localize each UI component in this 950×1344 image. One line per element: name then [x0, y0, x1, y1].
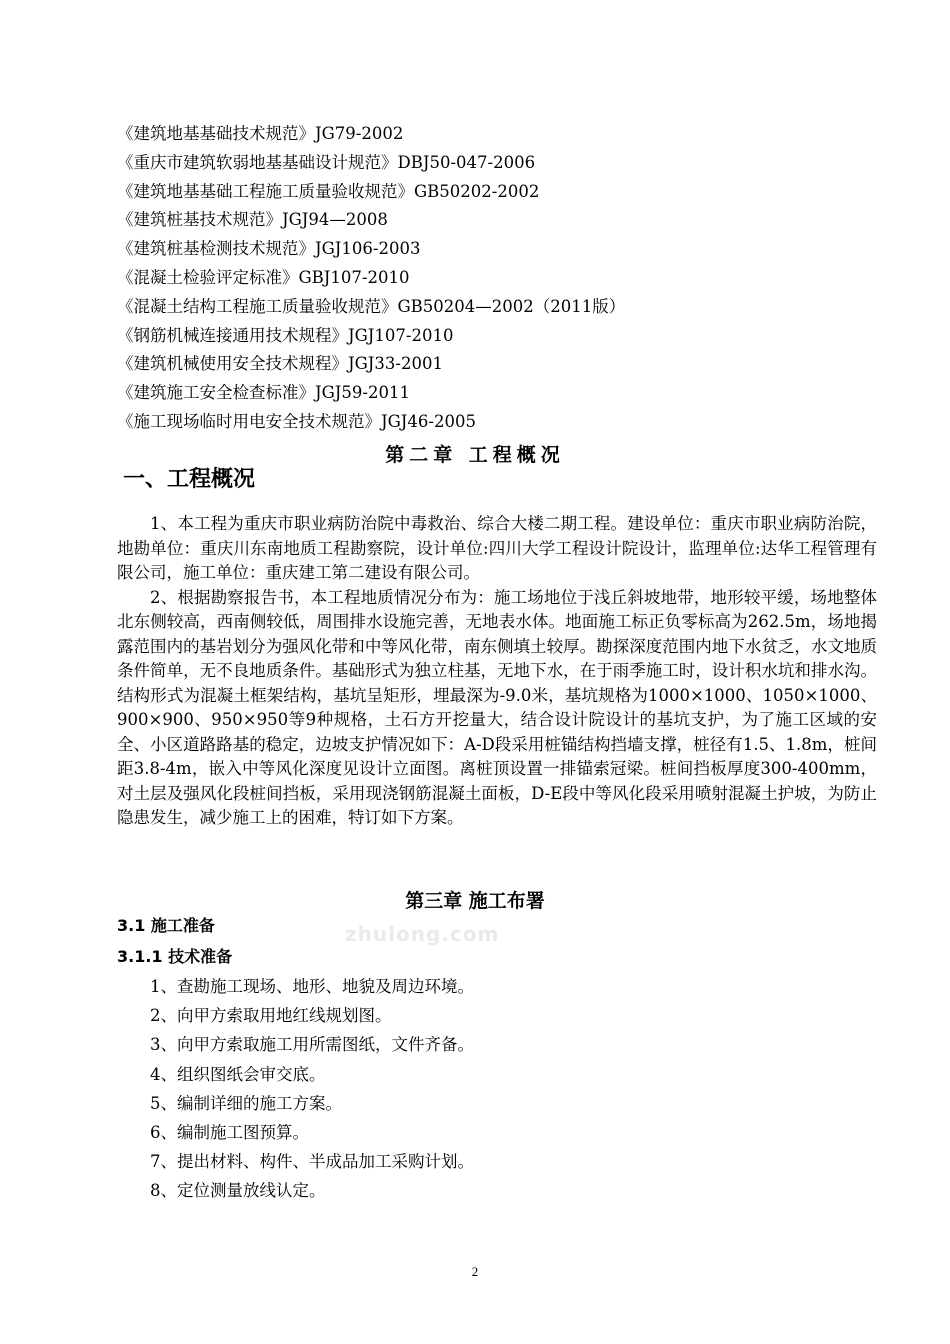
reference-item: 《钢筋机械连接通用技术规程》JGJ107-2010	[117, 325, 454, 345]
task-item: 6、编制施工图预算。	[150, 1122, 309, 1142]
reference-standards-list	[117, 120, 877, 437]
section-3-1-heading: 3.1 施工准备	[117, 916, 215, 935]
reference-item: 《建筑桩基检测技术规范》JGJ106-2003	[117, 239, 421, 259]
watermark: zhulong.com	[345, 922, 500, 946]
section-3-1-1-heading: 3.1.1 技术准备	[117, 947, 233, 966]
task-item: 2、向甲方索取用地红线规划图。	[150, 1006, 392, 1026]
reference-item: 《施工现场临时用电安全技术规范》JGJ46-2005	[117, 411, 476, 431]
overview-paragraph-1: 1、本工程为重庆市职业病防治院中毒救治、综合大楼二期工程。建设单位：重庆市职业病防治院，地勘单位：重庆川东南地质工程勘察院，设计单位:四川大学工程设计院设计，监理单位:达华工程管理有限公司，施工单位：重庆建工第二建设有限公司。	[117, 514, 877, 582]
project-overview-body	[117, 512, 877, 831]
task-item: 3、向甲方索取施工用所需图纸，文件齐备。	[150, 1035, 474, 1055]
technical-preparation-list	[150, 972, 850, 1206]
task-item: 5、编制详细的施工方案。	[150, 1093, 342, 1113]
section-1-heading: 一、工程概况	[123, 467, 256, 492]
reference-item: 《建筑桩基技术规范》JGJ94—2008	[117, 210, 388, 230]
task-item: 4、组织图纸会审交底。	[150, 1064, 326, 1084]
chapter-2-title: 第二章 工程概况	[385, 444, 565, 466]
overview-paragraph-2: 2、根据勘察报告书，本工程地质情况分布为：施工场地位于浅丘斜坡地带，地形较平缓，场地整体北东侧较高，西南侧较低，周围排水设施完善，无地表水体。地面施工标正负零标高为262.5m，场地揭露范围内的基岩划分为强风化带和中等风化带，南东侧填土较厚。勘探深度范围内地下水贫乏，水文地质条件简单，无不良地质条件。基础形式为独立柱基，无地下水，在于雨季施工时，设计积水坑和排水沟。结构形式为混凝土框架结构，基坑呈矩形，埋最深为-9.0米，基坑规格为1000×1000、1050×1000、900×900、950×950等9种规格，土石方开挖量大，结合设计院设计的基坑支护，为了施工区域的安全、小区道路路基的稳定，边坡支护情况如下：A-D段采用桩锚结构挡墙支撑，桩径有1.5、1.8m，桩间距3.8-4m，嵌入中等风化深度见设计立面图。离桩顶设置一排锚索冠梁。桩间挡板厚度300-400mm，对土层及强风化段桩间挡板，采用现浇钢筋混凝土面板，D-E段中等风化段采用喷射混凝土护坡，为防止隐患发生，减少施工上的困难，特订如下方案。	[117, 587, 877, 827]
reference-item: 《混凝土结构工程施工质量验收规范》GB50204—2002（2011版）	[117, 296, 626, 316]
chapter-3-title: 第三章 施工布署	[405, 890, 545, 912]
reference-item: 《建筑地基基础技术规范》JG79-2002	[117, 124, 404, 143]
reference-item: 《建筑机械使用安全技术规程》JGJ33-2001	[117, 354, 443, 374]
reference-item: 《建筑施工安全检查标准》JGJ59-2011	[117, 383, 410, 403]
task-item: 1、查勘施工现场、地形、地貌及周边环境。	[150, 977, 474, 996]
page-number: 2	[471, 1264, 479, 1279]
task-item: 7、提出材料、构件、半成品加工采购计划。	[150, 1152, 474, 1172]
reference-item: 《混凝土检验评定标准》GBJ107-2010	[117, 267, 410, 287]
reference-item: 《重庆市建筑软弱地基基础设计规范》DBJ50-047-2006	[117, 152, 536, 172]
reference-item: 《建筑地基基础工程施工质量验收规范》GB50202-2002	[117, 181, 540, 201]
task-item: 8、定位测量放线认定。	[150, 1181, 326, 1201]
